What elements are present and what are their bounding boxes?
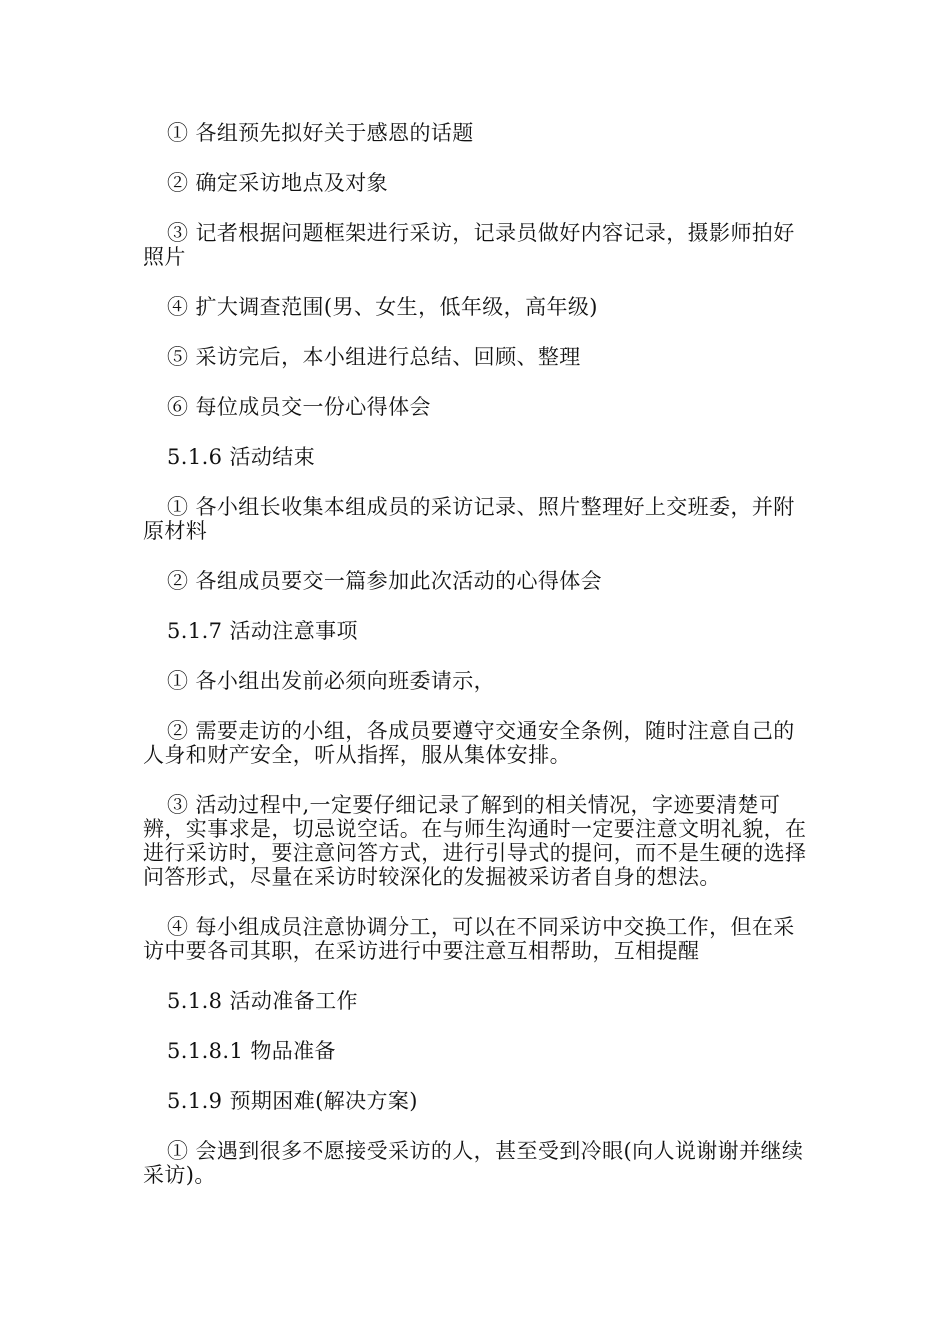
list-item: ① 各小组长收集本组成员的采访记录、照片整理好上交班委，并附原材料 xyxy=(143,495,795,543)
document-body xyxy=(143,121,811,1213)
list-item: ③ 记者根据问题框架进行采访，记录员做好内容记录，摄影师拍好照片 xyxy=(143,221,795,269)
list-item: ④ 每小组成员注意协调分工，可以在不同采访中交换工作，但在采访中要各司其职，在采访进行中要注意互相帮助，互相提醒 xyxy=(143,915,795,963)
section-heading: 5.1.6 活动结束 xyxy=(167,445,316,469)
list-item: ① 各组预先拟好关于感恩的话题 xyxy=(167,121,474,145)
list-item: ⑥ 每位成员交一份心得体会 xyxy=(167,395,431,419)
list-item: ② 需要走访的小组，各成员要遵守交通安全条例，随时注意自己的人身和财产安全，听从指挥，服从集体安排。 xyxy=(143,719,795,767)
list-item: ① 会遇到很多不愿接受采访的人，甚至受到冷眼(向人说谢谢并继续采访)。 xyxy=(143,1139,804,1187)
section-heading: 5.1.8.1 物品准备 xyxy=(167,1039,336,1063)
list-item: ⑤ 采访完后，本小组进行总结、回顾、整理 xyxy=(167,345,581,369)
section-heading: 5.1.9 预期困难(解决方案) xyxy=(167,1089,418,1113)
list-item: ④ 扩大调查范围(男、女生，低年级，高年级) xyxy=(167,295,598,319)
list-item: ① 各小组出发前必须向班委请示， xyxy=(167,669,496,693)
list-item: ③ 活动过程中,一定要仔细记录了解到的相关情况，字迹要清楚可辨，实事求是，切忌说空话。在与师生沟通时一定要注意文明礼貌，在进行采访时，要注意问答方式，进行引导式的提问，而不是生硬的选择问答形式，尽量在采访时较深化的发掘被采访者自身的想法。 xyxy=(143,793,807,889)
section-heading: 5.1.8 活动准备工作 xyxy=(167,989,358,1013)
list-item: ② 确定采访地点及对象 xyxy=(167,171,389,195)
list-item: ② 各组成员要交一篇参加此次活动的心得体会 xyxy=(167,569,603,593)
section-heading: 5.1.7 活动注意事项 xyxy=(167,619,358,643)
